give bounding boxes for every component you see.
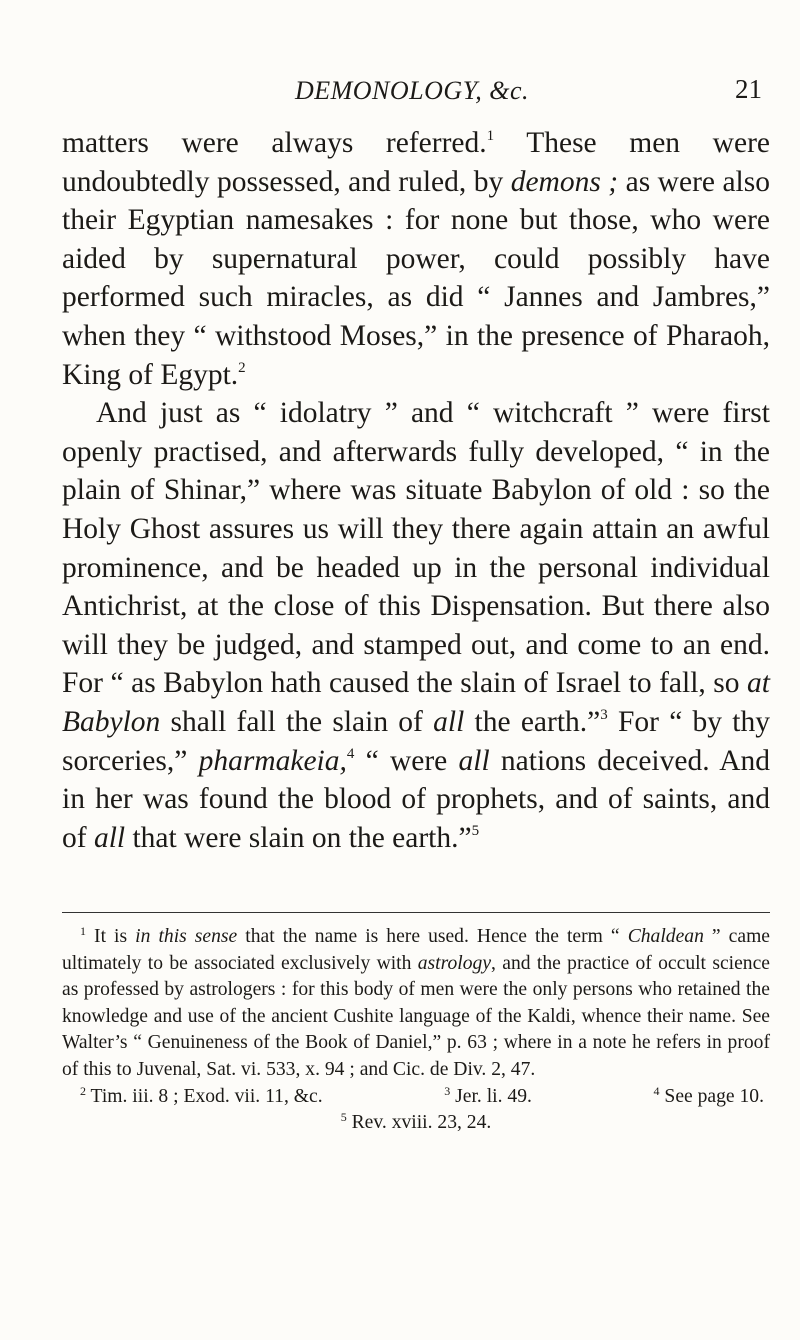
footnote-ref-2: 2 <box>238 359 246 376</box>
page-number: 21 <box>735 74 762 104</box>
text-run: nations deceived. And in her was found the blood of prophets, and of saints, and of <box>62 744 770 854</box>
footnote-ref-3: 3 <box>600 706 608 723</box>
footnotes <box>62 924 770 1137</box>
text-run: , and the practice of occult science as professed by astrologers : for this body of men were the only persons who retained the knowledge and use of the ancient Cushite language of the Kaldi, whence their name. See Walter’s “ Genuineness of the Book of Daniel,” p. 63 ; where in a note he refers in proof of this to Juvenal, Sat. vi. 533, x. 94 ; and Cic. de Div. 2, 47. <box>62 952 770 1080</box>
italic-run: in this sense <box>135 926 238 947</box>
italic-run: all <box>433 705 465 738</box>
footnote-ref-4: 4 <box>346 745 355 762</box>
italic-run: demons ; <box>510 165 619 198</box>
italic-run: all <box>93 821 126 854</box>
footnote-marker: 5 <box>340 1110 347 1125</box>
running-title: DEMONOLOGY, &c. <box>294 76 530 105</box>
footnote-ref-5: 5 <box>471 822 480 839</box>
text-run: ” came ultimately to be associated exclusively with <box>62 926 771 974</box>
text-run: For “ by thy sorceries,” <box>62 705 770 777</box>
text-run: Rev. xviii. 23, 24. <box>346 1112 492 1134</box>
text-run: that were slain on the earth.” <box>125 821 472 854</box>
text-run: “ were <box>354 744 459 777</box>
text-run: Tim. iii. 8 ; Exod. vii. 11, &c. <box>86 1085 323 1107</box>
italic-run: Chaldean <box>627 926 704 947</box>
text-run: Jer. li. 49. <box>450 1085 532 1107</box>
footnote-divider <box>62 912 770 913</box>
text-run: And just as “ idolatry ” and “ witchcraft ” were first openly practised, and afterwards fully developed, “ in the plain of Shinar,” where was situate Babylon of old : so the Holy Ghost assures us will they there again attain an awful prominence, and be headed up in the personal individual Antichrist, at the close of this Dispensation. But there also will they be judged, and stamped out, and come to an end. For “ as Babylon hath caused the slain of Israel to fall, so <box>62 397 770 700</box>
running-head <box>62 70 762 114</box>
italic-run: all <box>458 744 490 777</box>
text-run: shall fall the slain of <box>160 705 434 738</box>
footnote-5 <box>62 1110 770 1137</box>
footnote-ref-1: 1 <box>486 128 495 144</box>
paragraph-2 <box>62 394 770 857</box>
footnote-marker: 1 <box>80 924 86 938</box>
italic-run: at Babylon <box>62 667 770 738</box>
text-run: It is <box>86 926 136 947</box>
text-run: as were also their Egyptian namesakes : for none but those, who were aided by supernatural power, could possibly have performed such miracles, as did “ Jannes and Jambres,” when they “ withstood Moses,” in the presence of Pharaoh, King of Egypt. <box>62 165 770 391</box>
footnote-marker: 3 <box>444 1083 451 1098</box>
footnote-refs-row <box>62 1084 770 1111</box>
text-run: that the name is here used. Hence the term “ <box>237 926 628 947</box>
footnote-2 <box>80 1084 323 1111</box>
italic-run: pharmakeia, <box>198 744 347 777</box>
body-text <box>62 124 770 857</box>
footnote-marker: 2 <box>80 1083 86 1098</box>
text-run: matters were always referred. <box>62 127 487 159</box>
footnote-1 <box>62 924 770 1084</box>
footnote-3 <box>444 1084 532 1111</box>
footnote-marker: 4 <box>653 1083 660 1098</box>
footnote-4 <box>654 1084 764 1111</box>
italic-run: astrology <box>417 952 492 974</box>
paragraph-1 <box>62 124 770 394</box>
text-run: See page 10. <box>659 1085 764 1107</box>
text-run: the earth.” <box>464 705 601 738</box>
text-run: These men were undoubtedly possessed, and ruled, by <box>62 127 770 198</box>
